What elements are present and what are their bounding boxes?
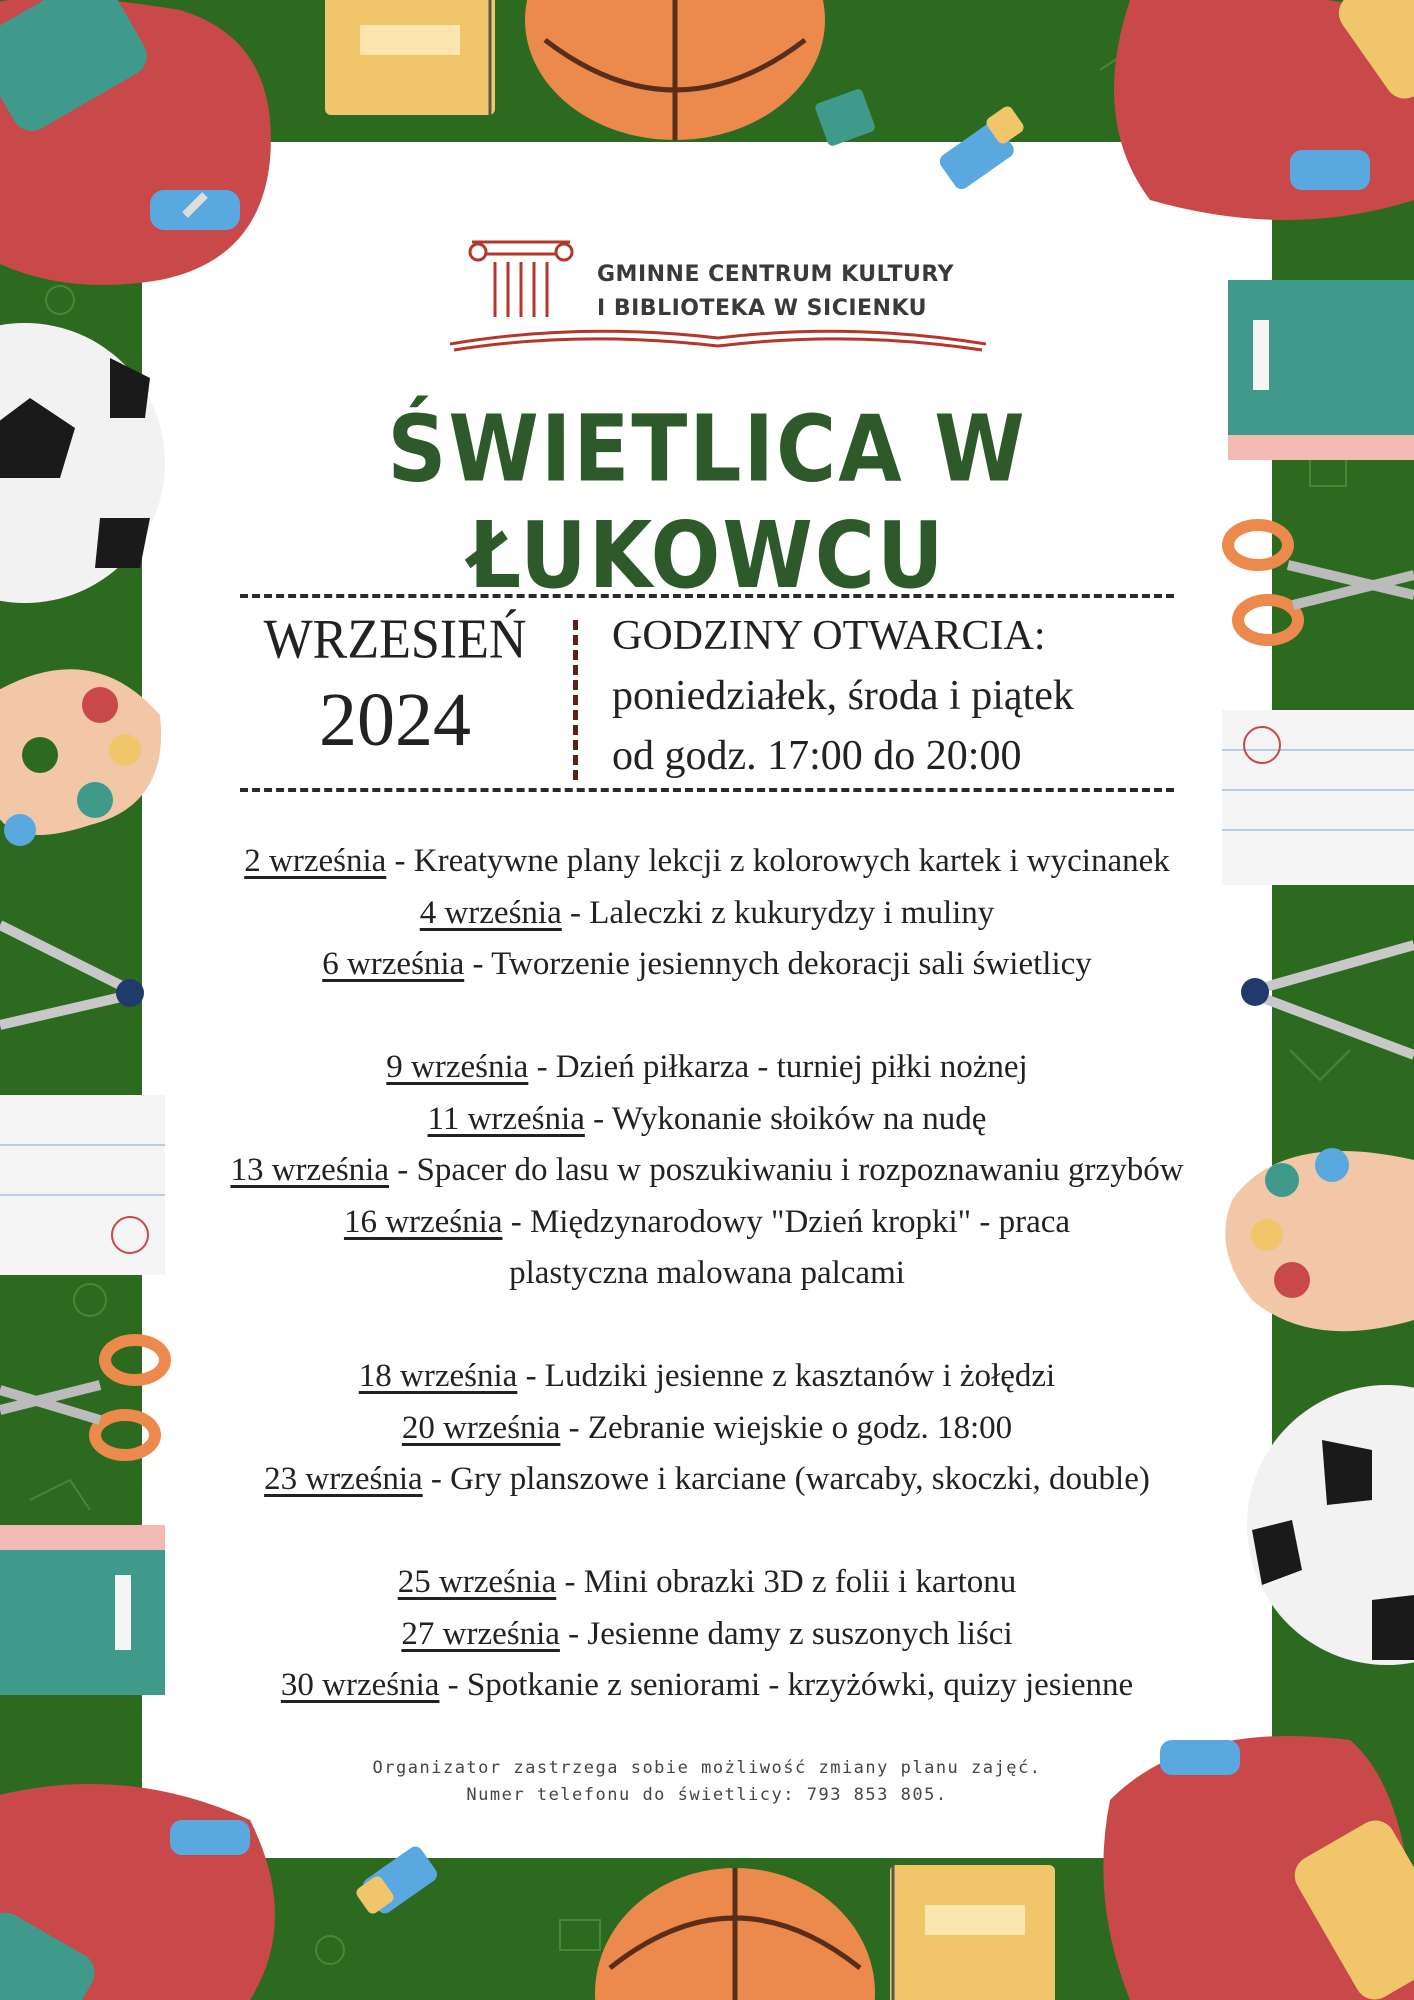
- event-date: 16 września: [343, 1203, 503, 1240]
- footer-phone: Numer telefonu do świetlicy: 793 853 805.: [466, 1785, 948, 1805]
- event-date: 13 września: [230, 1152, 389, 1188]
- event-description: - Tworzenie jesiennych dekoracji sali świetlicy: [464, 946, 1092, 982]
- event-item: [142, 1094, 1272, 1146]
- event-description: - Spotkanie z seniorami - krzyżówki, quizy jesienne: [439, 1667, 1134, 1703]
- top-divider: [240, 594, 1174, 598]
- event-item: [142, 1197, 1272, 1300]
- notebook-icon: [325, 0, 500, 120]
- pencil-sharpener-icon: [810, 80, 890, 160]
- event-item: [142, 888, 1272, 940]
- basketball-icon: [590, 1858, 880, 2000]
- paint-palette-icon: [0, 655, 170, 855]
- event-schedule: [142, 836, 1272, 1712]
- paper-sheet-icon: [0, 1095, 165, 1275]
- event-description: - Spacer do lasu w poszukiwaniu i rozpoznawaniu grzybów: [389, 1152, 1184, 1188]
- bottom-divider: [240, 788, 1174, 792]
- event-item: [142, 1042, 1272, 1094]
- event-description: - Dzień piłkarza - turniej piłki nożnej: [528, 1049, 1028, 1085]
- vertical-divider: [573, 620, 578, 780]
- event-description: - Zebranie wiejskie o godz. 18:00: [560, 1409, 1013, 1446]
- month-block: [240, 610, 550, 764]
- event-description: - Ludziki jesienne z kasztanów i żołędzi: [517, 1358, 1056, 1394]
- event-description: - Kreatywne plany lekcji z kolorowych kartek i wycinanek: [386, 843, 1170, 879]
- event-date: 18 września: [358, 1358, 518, 1394]
- event-date: 2 września: [244, 843, 387, 879]
- event-item: [142, 1557, 1272, 1609]
- opening-hours-time: od godz. 17:00 do 20:00: [612, 733, 1022, 779]
- notebook-icon: [885, 1865, 1060, 2000]
- event-date: 30 września: [280, 1667, 440, 1703]
- event-date: 9 września: [386, 1049, 529, 1085]
- event-description: - Wykonanie słoików na nudę: [584, 1100, 987, 1137]
- organizer-logo: [450, 232, 986, 357]
- event-group: [142, 1351, 1272, 1506]
- event-date: 27 września: [401, 1615, 560, 1652]
- organizer-name-line2: I BIBLIOTEKA W SICIENKU: [597, 296, 927, 321]
- event-item: [142, 1403, 1272, 1455]
- event-description: - Międzynarodowy "Dzień kropki" - praca plastyczna malowana palcami: [502, 1203, 1071, 1291]
- event-item: [142, 1660, 1272, 1712]
- month-name: WRZESIEŃ: [263, 608, 527, 671]
- event-date: 23 września: [264, 1461, 423, 1497]
- book-icon: [0, 1525, 165, 1705]
- event-date: 11 września: [427, 1100, 585, 1137]
- event-description: - Laleczki z kukurydzy i muliny: [561, 894, 995, 931]
- event-item: [142, 1351, 1272, 1403]
- event-date: 20 września: [401, 1409, 561, 1446]
- organizer-name-line1: GMINNE CENTRUM KULTURY: [597, 262, 955, 287]
- footer-note: [142, 1755, 1272, 1809]
- event-group: [142, 1042, 1272, 1300]
- event-group: [142, 1557, 1272, 1712]
- event-date: 4 września: [419, 894, 562, 931]
- opening-hours: [612, 606, 1172, 786]
- event-group: [142, 836, 1272, 991]
- opening-hours-days: poniedziałek, środa i piątek: [612, 673, 1074, 719]
- month-year: 2024: [319, 678, 471, 762]
- event-description: - Mini obrazki 3D z folii i kartonu: [556, 1564, 1017, 1600]
- backpack-icon: [0, 0, 290, 300]
- event-description: - Jesienne damy z suszonych liści: [559, 1615, 1013, 1652]
- event-date: 25 września: [397, 1564, 557, 1600]
- backpack-icon: [1090, 1680, 1414, 2000]
- event-item: [142, 1454, 1272, 1506]
- event-item: [142, 939, 1272, 991]
- basketball-icon: [525, 0, 825, 140]
- event-item: [142, 836, 1272, 888]
- event-item: [142, 1609, 1272, 1661]
- glue-icon: [345, 1820, 455, 1930]
- glue-icon: [930, 90, 1040, 200]
- backpack-icon: [1090, 0, 1414, 240]
- event-item: [142, 1145, 1272, 1197]
- event-date: 6 września: [322, 946, 465, 982]
- footer-disclaimer: Organizator zastrzega sobie możliwość zmiany planu zajęć.: [372, 1758, 1042, 1778]
- page-title: ŚWIETLICA W ŁUKOWCU: [387, 396, 1027, 610]
- opening-hours-heading: GODZINY OTWARCIA:: [612, 613, 1046, 659]
- event-description: - Gry planszowe i karciane (warcaby, skoczki, double): [422, 1461, 1150, 1497]
